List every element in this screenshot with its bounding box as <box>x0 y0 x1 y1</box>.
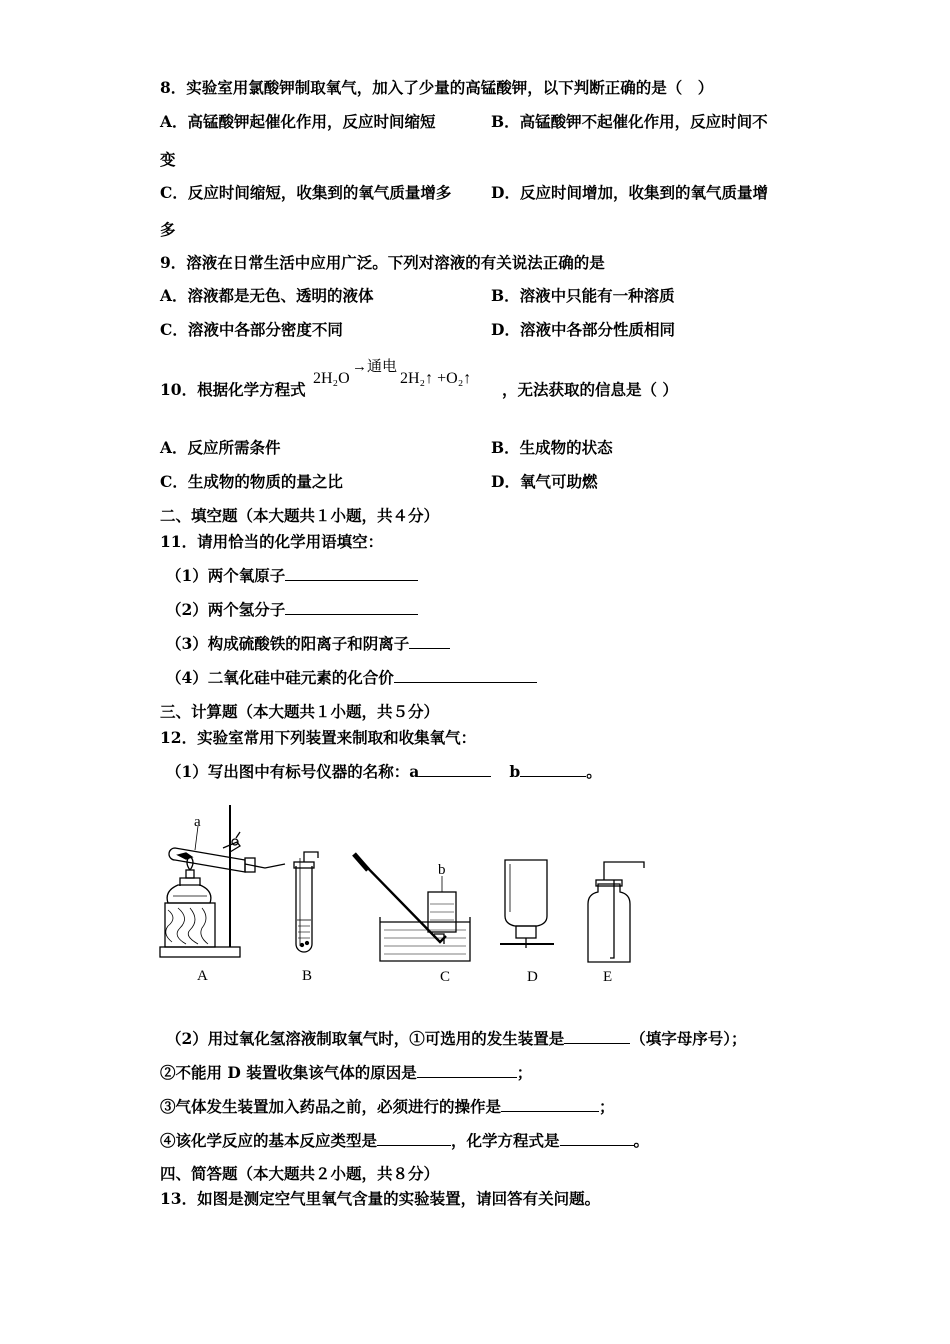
apparatus-a <box>160 805 285 957</box>
label-b: b <box>438 862 446 878</box>
q9-stem: 9．溶液在日常生活中应用广泛。下列对溶液的有关说法正确的是 <box>160 253 605 272</box>
q9-option-c: C．溶液中各部分密度不同 <box>160 320 343 339</box>
q12-part-2d: ④该化学反应的基本反应类型是 ，化学方程式是 。 <box>160 1131 650 1150</box>
apparatus-figure <box>150 800 660 995</box>
q8-option-c: C．反应时间缩短，收集到的氧气质量增多 <box>160 183 452 202</box>
q8-stem: 8．实验室用氯酸钾制取氧气，加入了少量的高锰酸钾，以下判断正确的是（ ） <box>160 78 714 97</box>
q10-option-b: B．生成物的状态 <box>491 438 613 457</box>
q12-part-2: （2）用过氧化氢溶液制取氧气时，①可选用的发生装置是 （填字母序号）； <box>166 1029 747 1048</box>
q13-stem: 13．如图是测定空气里氧气含量的实验装置，请回答有关问题。 <box>160 1189 601 1208</box>
q11-part-4: （4）二氧化硅中硅元素的化合价 <box>166 667 537 688</box>
apparatus-d <box>500 860 554 948</box>
section-3-heading: 三、计算题（本大题共１小题，共５分） <box>160 702 440 721</box>
q10-option-d: D．氧气可助燃 <box>491 472 598 491</box>
q8-option-d: D．反应时间增加，收集到的氧气质量增 <box>491 183 768 202</box>
q10-option-a: A．反应所需条件 <box>160 438 281 457</box>
apparatus-b <box>294 852 318 952</box>
q11-part-1: （1）两个氧原子 <box>166 565 418 586</box>
label-a: a <box>194 814 201 830</box>
label-A: A <box>197 968 208 984</box>
q10-equation-right: 2H₂↑ +O₂↑ <box>400 370 472 387</box>
q12-part-2c: ③气体发生装置加入药品之前，必须进行的操作是 ； <box>160 1097 615 1116</box>
q11-part-2: （2）两个氢分子 <box>166 599 418 620</box>
q9-option-d: D．溶液中各部分性质相同 <box>491 320 675 339</box>
apparatus-e <box>588 862 644 962</box>
q10-equation-condition: →通电 <box>352 359 398 375</box>
label-C: C <box>440 969 451 985</box>
apparatus-c <box>354 854 470 961</box>
label-E: E <box>603 969 613 985</box>
q8-option-d-cont: 多 <box>160 220 176 239</box>
label-D: D <box>527 969 538 985</box>
q10-option-c: C．生成物的物质的量之比 <box>160 472 343 491</box>
q8-option-a: A．高锰酸钾起催化作用，反应时间缩短 <box>160 112 436 131</box>
q11-part-3: （3）构成硫酸铁的阳离子和阴离子 <box>166 633 450 654</box>
q12-part-1: （1）写出图中有标号仪器的名称：a b 。 <box>166 762 602 781</box>
q8-option-b: B．高锰酸钾不起催化作用，反应时间不 <box>491 112 768 131</box>
q10-stem-post: ，无法获取的信息是（ ） <box>502 380 678 399</box>
section-4-heading: 四、简答题（本大题共２小题，共８分） <box>160 1164 440 1183</box>
q12-stem: 12．实验室常用下列装置来制取和收集氧气： <box>160 728 477 747</box>
q11-stem: 11．请用恰当的化学用语填空： <box>160 532 384 551</box>
q12-part-2b: ②不能用 D 装置收集该气体的原因是 ； <box>160 1063 533 1082</box>
q9-option-b: B．溶液中只能有一种溶质 <box>491 286 675 305</box>
q10-stem-pre: 10．根据化学方程式 <box>160 380 306 399</box>
q9-option-a: A．溶液都是无色、透明的液体 <box>160 286 374 305</box>
label-B: B <box>302 968 313 984</box>
q8-option-b-cont: 变 <box>160 150 176 169</box>
section-2-heading: 二、填空题（本大题共１小题，共４分） <box>160 506 440 525</box>
q10-equation-left: 2H₂O <box>313 370 350 387</box>
